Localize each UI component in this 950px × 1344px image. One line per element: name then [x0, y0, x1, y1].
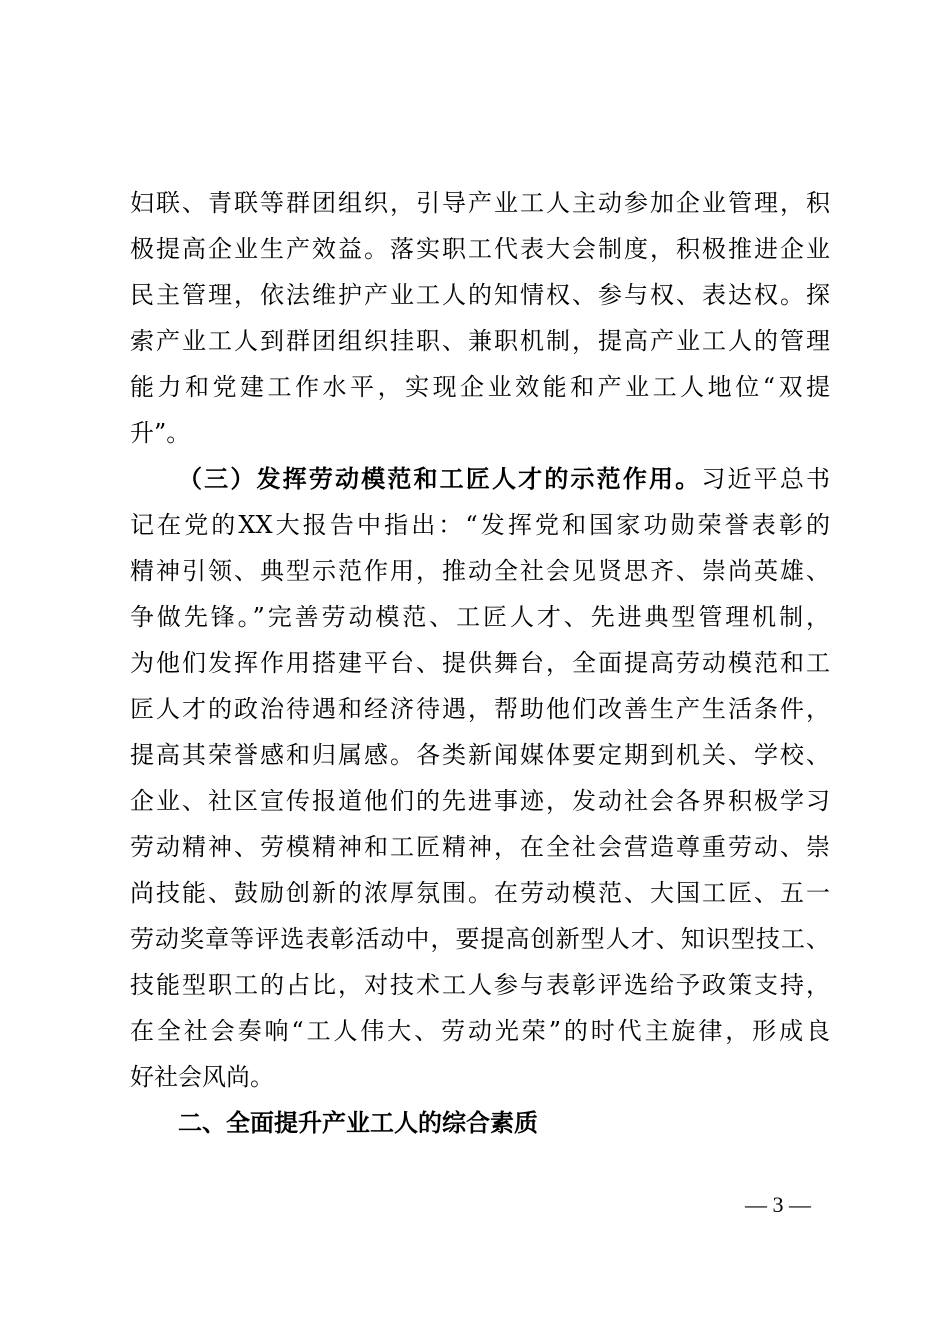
text-line: 争做先锋。”完善劳动模范、工匠人才、先进典型管理机制，: [130, 603, 830, 631]
section-lead: （三）发挥劳动模范和工匠人才的示范作用。: [178, 464, 702, 493]
text-line: 民主管理，依法维护产业工人的知情权、参与权、表达权。探: [130, 281, 830, 309]
text-span: 习近平总书: [701, 465, 831, 493]
document-body: [130, 180, 830, 1146]
text-line: 劳动奖章等评选表彰活动中，要提高创新型人才、知识型技工、: [130, 925, 830, 953]
text-line: 匠人才的政治待遇和经济待遇，帮助他们改善生产生活条件，: [130, 695, 830, 723]
text-line: 在全社会奏响“工人伟大、劳动光荣”的时代主旋律，形成良: [130, 1017, 830, 1045]
section-heading: 二、全面提升产业工人的综合素质: [178, 1108, 538, 1137]
text-line: 为他们发挥作用搭建平台、提供舞台，全面提高劳动模范和工: [130, 649, 830, 677]
text-line: 能力和党建工作水平，实现企业效能和产业工人地位“双提: [130, 373, 830, 401]
text-line: 升”。: [130, 419, 191, 447]
text-line: 极提高企业生产效益。落实职工代表大会制度，积极推进企业: [130, 235, 830, 263]
text-line: 企业、社区宣传报道他们的先进事迹，发动社会各界积极学习: [130, 787, 830, 815]
text-line: 尚技能、鼓励创新的浓厚氛围。在劳动模范、大国工匠、五一: [130, 879, 830, 907]
text-line: 好社会风尚。: [130, 1063, 274, 1091]
text-line: 劳动精神、劳模精神和工匠精神，在全社会营造尊重劳动、崇: [130, 833, 830, 861]
text-line: 妇联、青联等群团组织，引导产业工人主动参加企业管理，积: [130, 189, 830, 217]
text-line: 精神引领、典型示范作用，推动全社会见贤思齐、崇尚英雄、: [130, 557, 830, 585]
text-line: 记在党的XX大报告中指出：“发挥党和国家功勋荣誉表彰的: [130, 511, 830, 539]
text-line: [130, 456, 830, 502]
page-number: — 3 —: [745, 1192, 811, 1217]
text-line: 索产业工人到群团组织挂职、兼职机制，提高产业工人的管理: [130, 327, 830, 355]
text-line: 提高其荣誉感和归属感。各类新闻媒体要定期到机关、学校、: [130, 741, 830, 769]
text-line: 技能型职工的占比，对技术工人参与表彰评选给予政策支持，: [130, 971, 830, 999]
